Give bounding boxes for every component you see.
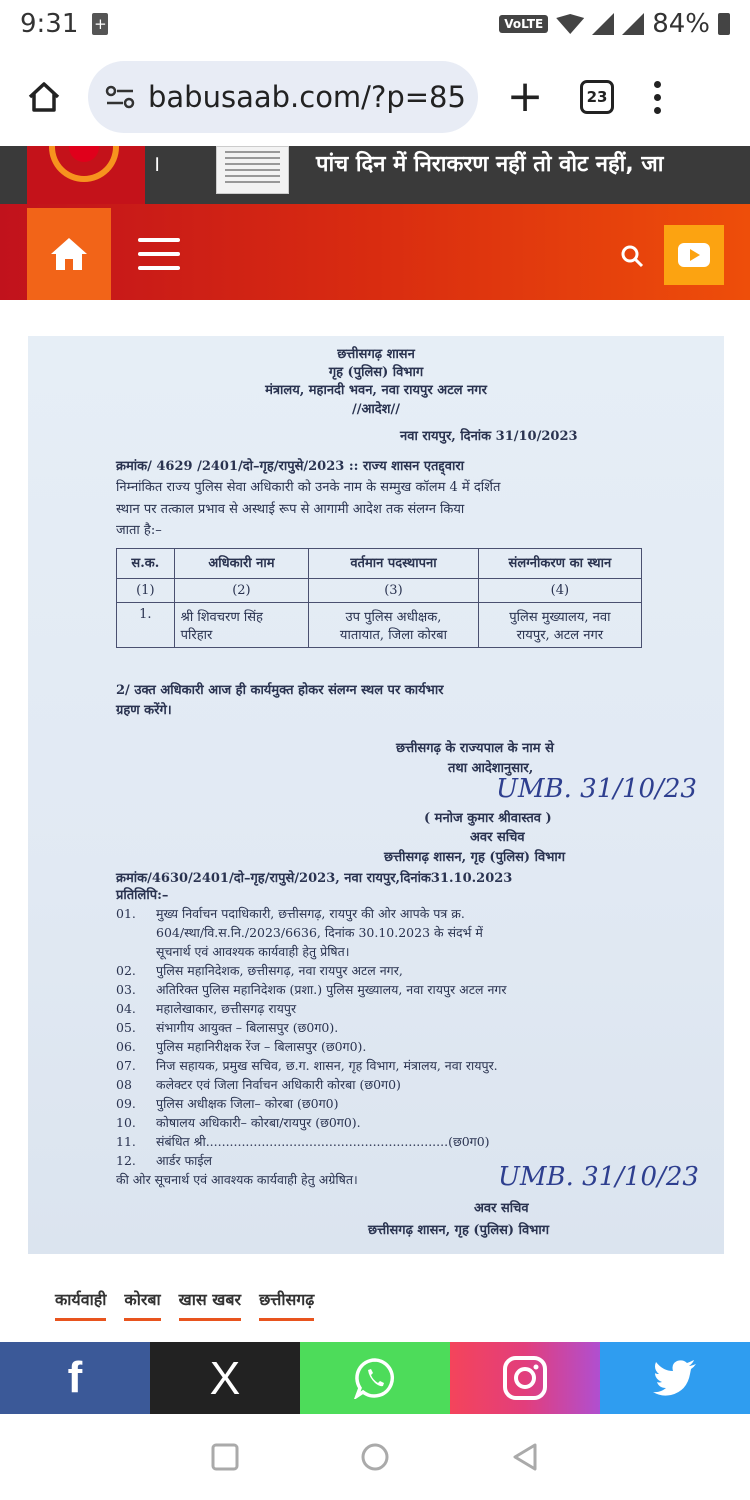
table-cell: (3) [309, 579, 479, 603]
table-header: वर्तमान पदस्थापना [309, 549, 479, 579]
doc-body-line: निम्नांकित राज्य पुलिस सेवा अधिकारी को उनके नाम के सम्मुख कॉलम 4 में दर्शित [116, 480, 501, 495]
signature: UMB. 31/10/23 [496, 774, 697, 804]
doc-body-line: स्थान पर तत्काल प्रभाव से अस्थाई रूप से आगामी आदेश तक संलग्न किया [116, 502, 465, 517]
battery-percent: 84% [652, 9, 710, 39]
doc-para2: ग्रहण करेंगे। [116, 703, 172, 718]
copy-recipient-list [116, 904, 676, 1189]
list-item: 01. मुख्य निर्वाचन पदाधिकारी, छत्तीसगढ़, रायपुर की ओर आपके पत्र क्र. [116, 906, 465, 921]
table-header-row [117, 549, 642, 579]
wifi-icon [556, 14, 584, 34]
share-bar [0, 1342, 750, 1414]
x-icon: X [209, 1352, 241, 1404]
place-line: रायपुर, अटल नगर [516, 628, 604, 643]
post-line: उप पुलिस अधीक्षक, [345, 610, 442, 625]
table-header: स.क. [117, 549, 175, 579]
address-bar[interactable] [88, 61, 478, 133]
site-nav [0, 204, 750, 300]
list-item: 604/स्था/वि.स.नि./2023/6636, दिनांक 30.10.2023 के संदर्भ में [156, 925, 483, 940]
signal-icon [592, 13, 614, 35]
recents-icon[interactable] [210, 1442, 240, 1472]
doc-header-order: //आदेश// [351, 402, 401, 417]
table-cell-name [174, 603, 309, 648]
doc-header-address: मंत्रालय, महानदी भवन, नवा रायपुर अटल नगर [265, 383, 487, 398]
list-item: 03. अतिरिक्त पुलिस महानिदेशक (प्रशा.) पुलिस मुख्यालय, नवा रायपुर अटल नगर [116, 982, 507, 997]
list-item: 12. आर्डर फाईल [116, 1153, 213, 1168]
volte-badge: VoLTE [499, 15, 548, 33]
facebook-icon: f [67, 1353, 83, 1402]
doc-copy-order: क्रमांक/4630/2401/दो–गृह/रापुसे/2023, नवा रायपुर,दिनांक31.10.2023 [116, 871, 513, 886]
list-item: 02. पुलिस महानिदेशक, छत्तीसगढ़, नवा रायपुर अटल नगर, [116, 963, 403, 978]
table-header: संलग्नीकरण का स्थान [478, 549, 641, 579]
doc-body-line: जाता है:– [116, 523, 162, 538]
table-header: अधिकारी नाम [174, 549, 309, 579]
list-item: 06. पुलिस महानिरीक्षक रेंज – बिलासपुर (छ0ग0). [116, 1039, 367, 1054]
article-tags [55, 1288, 314, 1321]
browser-home-button[interactable] [14, 67, 74, 127]
doc-footer-post: अवर सचिव [474, 1201, 529, 1216]
home-icon [49, 236, 89, 272]
doc-footer-dept: छत्तीसगढ़ शासन, गृह (पुलिस) विभाग [368, 1223, 550, 1238]
battery-icon [718, 13, 730, 35]
whatsapp-icon [354, 1357, 396, 1399]
doc-order-number: क्रमांक/ 4629 /2401/दो–गृह/रापुसे/2023 :: राज्य शासन एतद्द्वारा [116, 459, 465, 474]
doc-signatory-name: ( मनोज कुमार श्रीवास्तव ) [424, 811, 552, 826]
list-item: 05. संभागीय आयुक्त – बिलासपुर (छ0ग0). [116, 1020, 339, 1035]
doc-authority: तथा आदेशानुसार, [448, 761, 534, 776]
status-bar [0, 0, 750, 48]
table-row [117, 603, 642, 648]
tag-link[interactable]: खास खबर [179, 1288, 241, 1321]
officer-name-line: श्री शिवचरण सिंह [180, 610, 263, 625]
tab-switcher-button[interactable]: 23 [580, 80, 614, 114]
browser-menu-button[interactable] [654, 81, 664, 114]
doc-authority: छत्तीसगढ़ के राज्यपाल के नाम से [396, 741, 554, 756]
new-tab-button[interactable]: + [506, 71, 544, 122]
doc-signatory-post: अवर सचिव [470, 830, 525, 845]
youtube-icon [678, 243, 710, 267]
site-settings-icon[interactable] [104, 85, 136, 109]
doc-signatory-dept: छत्तीसगढ़ शासन, गृह (पुलिस) विभाग [384, 850, 566, 865]
doc-copy-label: प्रतिलिपि:– [116, 888, 169, 903]
signature: UMB. 31/10/23 [498, 1162, 699, 1192]
status-time: 9:31 [20, 9, 79, 39]
table-cell-place [478, 603, 641, 648]
share-x-button[interactable] [150, 1342, 300, 1414]
ticker-headline[interactable]: पांच दिन में निराकरण नहीं तो वोट नहीं, जा [316, 152, 664, 177]
list-item: 04. महालेखाकार, छत्तीसगढ़ रायपुर [116, 1001, 297, 1016]
share-twitter-button[interactable] [600, 1342, 750, 1414]
table-number-row [117, 579, 642, 603]
list-item: 11. संबंधित श्री.............................................................(छ0ग0) [116, 1134, 490, 1149]
tag-link[interactable]: कार्यवाही [55, 1288, 106, 1321]
site-home-button[interactable] [27, 208, 111, 300]
table-cell: (2) [174, 579, 309, 603]
table-cell: (1) [117, 579, 175, 603]
status-indicators [499, 9, 730, 39]
share-whatsapp-button[interactable] [300, 1342, 450, 1414]
twitter-icon [653, 1360, 697, 1396]
table-cell: (4) [478, 579, 641, 603]
instagram-icon [502, 1355, 548, 1401]
ticker-bullet: । [152, 152, 161, 177]
back-icon[interactable] [510, 1442, 540, 1472]
tag-link[interactable]: कोरबा [124, 1288, 160, 1321]
hamburger-menu-button[interactable] [138, 238, 180, 280]
officer-name-line: परिहार [180, 628, 213, 643]
list-item: 07. निज सहायक, प्रमुख सचिव, छ.ग. शासन, गृह विभाग, मंत्रालय, नवा रायपुर. [116, 1058, 498, 1073]
list-item: 09. पुलिस अधीक्षक जिला– कोरबा (छ0ग0) [116, 1096, 339, 1111]
list-item: 10. कोषालय अधिकारी– कोरबा/रायपुर (छ0ग0). [116, 1115, 361, 1130]
url-text: babusaab.com/?p=85 [148, 80, 466, 114]
list-item: सूचनार्थ एवं आवश्यक कार्यवाही हेतु प्रेषित। [156, 944, 350, 959]
doc-attachment-table [116, 548, 642, 648]
share-instagram-button[interactable] [450, 1342, 600, 1414]
browser-toolbar [0, 48, 750, 146]
doc-place-date: नवा रायपुर, दिनांक 31/10/2023 [400, 429, 578, 444]
article-content [0, 300, 750, 1342]
table-cell-post [309, 603, 479, 648]
battery-saver-icon: + [94, 15, 107, 33]
home-circle-icon[interactable] [360, 1442, 390, 1472]
signal-icon-2 [622, 13, 644, 35]
news-ticker[interactable] [0, 146, 750, 204]
tag-link[interactable]: छत्तीसगढ़ [259, 1288, 314, 1321]
site-logo [27, 146, 145, 204]
search-icon[interactable] [620, 244, 644, 268]
home-icon [26, 79, 62, 115]
ticker-thumbnail [216, 146, 289, 194]
doc-header-govt: छत्तीसगढ़ शासन [337, 347, 415, 362]
doc-para2: 2/ उक्त अधिकारी आज ही कार्यमुक्त होकर संलग्न स्थल पर कार्यभार [116, 683, 444, 698]
table-cell-sno: 1. [117, 603, 175, 648]
doc-header-dept: गृह (पुलिस) विभाग [328, 365, 424, 380]
system-nav-bar [0, 1414, 750, 1500]
doc-closing: की ओर सूचनार्थ एवं आवश्यक कार्यवाही हेतु अग्रेषित। [116, 1172, 358, 1187]
share-facebook-button[interactable] [0, 1342, 150, 1414]
post-line: यातायात, जिला कोरबा [339, 628, 447, 643]
place-line: पुलिस मुख्यालय, नवा [509, 610, 611, 625]
list-item: 08 कलेक्टर एवं जिला निर्वाचन अधिकारी कोरबा (छ0ग0) [116, 1077, 401, 1092]
government-order-image [28, 336, 724, 1254]
youtube-button[interactable] [664, 225, 724, 285]
